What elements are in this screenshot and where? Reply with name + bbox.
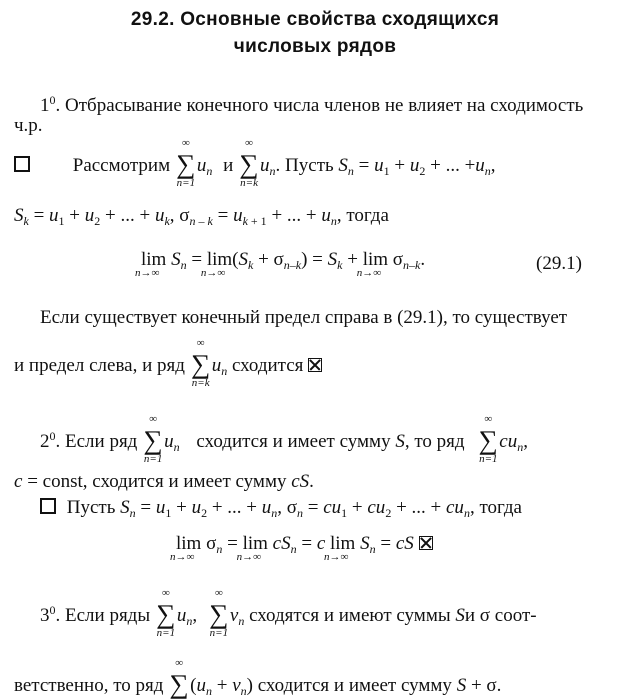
sum-symbol: ∞ ∑ n=1 [209,587,229,639]
then-word: , тогда [469,497,522,518]
respectively-part-1: соот- [494,605,537,626]
property-text: . Отбрасывание конечного числа членов не влияет на сходимость [55,95,584,116]
property-number: 3 [40,605,50,626]
equation-number: (29.1) [536,253,582,274]
consider-word: Рассмотрим [72,155,171,176]
and-word: и [464,605,476,626]
proof-line-1: Рассмотрим ∞ ∑ n=1 $u_n$ и ∞ ∑ n=k $u_n$. Пусть $S_n = u_1 + u_2$ + ... $+u_n$, [14,152,496,183]
section-heading [0,6,630,60]
degree-mark: 0 [49,603,56,617]
let-word: . Пусть [275,155,334,176]
degree-mark: 0 [49,429,56,443]
property-3-line-1: $3^0$. Если ряды ∞ ∑ n=1 $u_n$, ∞ ∑ n=1 $v_n$ сходятся и имеют суммы Sи σ соот- [40,587,537,639]
property-1-line-2: ч.р. [14,115,43,136]
respectively-part-2: ветственно, то ряд [14,675,164,696]
heading-line-1: 29.2. Основные свойства сходящихся [130,9,500,30]
paragraph-line-1: Если существует конечный предел справа в (29.1), то существует [40,307,568,328]
heading-line-2: числовых рядов [233,36,397,57]
and-limit-text: и предел слева, и ряд [14,355,185,376]
let-word: Пусть [66,497,116,518]
then-series-text: , то ряд [404,431,465,452]
proof-2-line-1: Пусть $S_n = u_1 + u_2$ + ... + $u_n$, $\sigma_n = cu_1 + cu_2$ + ... + $cu_n$, тогда [40,496,522,525]
sum-symbol: ∞ ∑ n=1 [176,137,196,189]
property-3-line-2: ветственно, то ряд ∞ ∑ $(u_n + v_n)$ сходится и имеет сумму S + σ. [14,657,502,699]
converge-text: сходятся и имеют суммы [249,605,451,626]
limit-equation: lim n→∞ $S_n = \lim$ n→∞ $(S_k + \sigma_{n-k}) = S_k + \lim$ n→∞ $\sigma_{n-k}$. [135,249,426,279]
sum-symbol: ∞ ∑ [169,657,189,699]
sum-symbol: ∞ ∑ n=k [239,137,259,189]
sum-symbol: ∞ ∑ n=1 [478,413,498,465]
proof-start-square-icon [40,498,56,514]
converges-text: сходится и имеет сумму [196,431,391,452]
then-word: , тогда [336,205,389,226]
converges-word: сходится [231,355,304,376]
property-number: 2 [40,431,50,452]
proof-line-2: $S_k = u_1 + u_2$ + ... + $u_k$, $\sigma_{n - k} = u_{k + 1}$ + ... + $u_n$, тогда [14,205,389,228]
property-2-line-2: c = const, сходится и имеет сумму cS. [14,471,314,492]
and-word: и [223,155,234,176]
proof-end-crossed-square-icon [308,358,322,372]
limit-equation-2: lim n→∞ $\sigma_n = \lim$ n→∞ $cS_n = c$ lim n→∞ $S_n$ = cS [176,532,433,561]
property-1-line-1 [40,88,583,118]
degree-mark: 0 [49,93,56,107]
sum-symbol: ∞ ∑ n=k [191,337,211,389]
sum-symbol: ∞ ∑ n=1 [156,587,176,639]
if-series-text: . Если ряды [55,605,151,626]
sum-symbol: ∞ ∑ n=1 [143,413,163,465]
converges-text: сходится и имеет сумму [257,675,452,696]
constant-text: = const, сходится и имеет сумму [27,471,287,492]
if-series-text: . Если ряд [55,431,138,452]
property-2-line-1: $2^0$. Если ряд ∞ ∑ n=1 $u_n$ сходится и имеет сумму S, то ряд ∞ ∑ n=1 $cu_n$, [40,413,528,465]
proof-start-square-icon [14,156,30,172]
proof-end-crossed-square-icon [419,536,433,550]
paragraph-line-2: и предел слева, и ряд ∞ ∑ n=k $u_n$ сходится [14,352,322,383]
property-number: 1 [40,95,50,116]
